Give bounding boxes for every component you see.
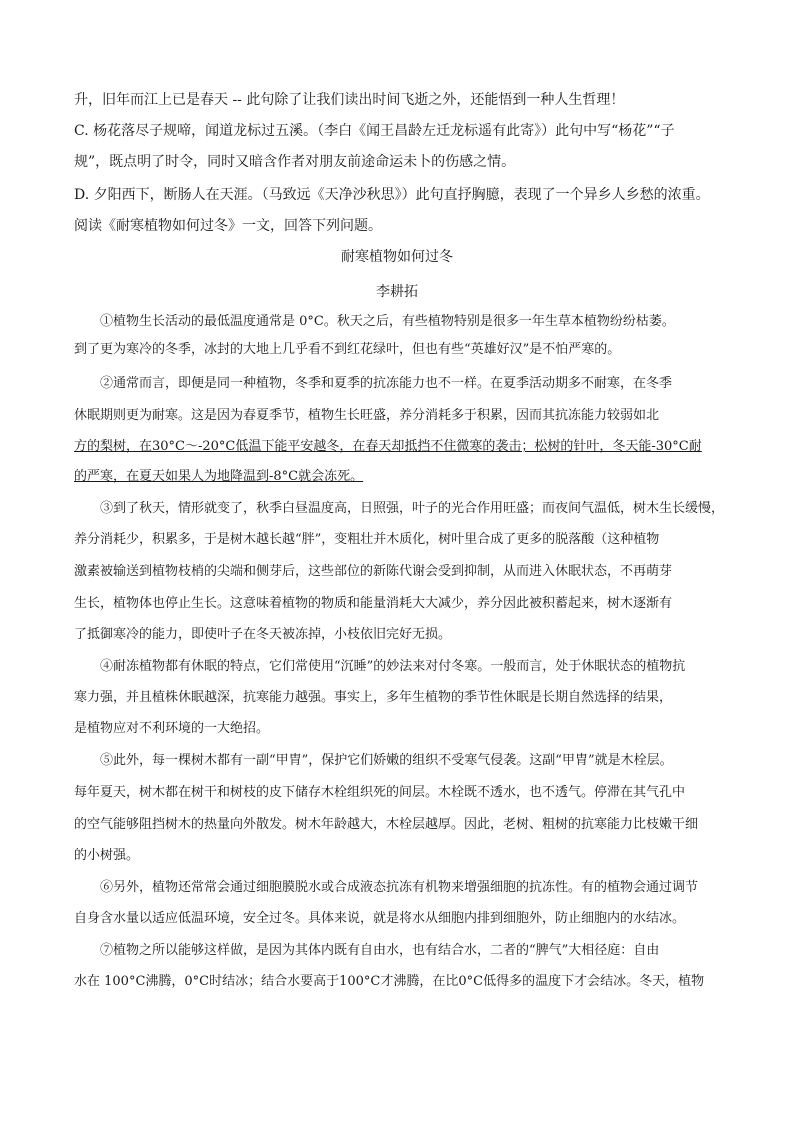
article-line: ⑥另外，植物还常常会通过细胞膜脱水或合成液态抗冻有机物来增强细胞的抗冻性。有的植物会通过调节 — [100, 880, 699, 895]
article-line: ⑦植物之所以能够这样做，是因为其体内既有自由水，也有结合水，二者的“脾气”大相径庭：自由 — [100, 943, 660, 958]
intro-line-4: D. 夕阳西下，断肠人在天涯。（马致远《天净沙秋思》）此句直抒胸臆，表现了一个异乡人乡愁的浓重。 — [74, 187, 710, 203]
article-title: 耐寒植物如何过冬 — [341, 249, 453, 265]
article-line: 养分消耗少，积累多，于是树木越长越“胖”，变粗壮并木质化，树叶里合成了更多的脱落酸（这种植物 — [74, 532, 660, 547]
article-author: 李耕拓 — [376, 284, 418, 300]
article-line: 自身含水量以适应低温环境，安全过冬。具体来说，就是将水从细胞内排到细胞外，防止细胞内的水结冰。 — [74, 911, 686, 926]
article-line: 寒力强，并且植株休眠越深，抗寒能力越强。事实上，多年生植物的季节性休眠是长期自然选择的结果， — [74, 690, 673, 705]
article-line: 的空气能够阻挡树木的热量向外散发。树木年龄越大，木栓层越厚。因此，老树、粗树的抗寒能力比枝嫩干细 — [74, 817, 699, 832]
article-line: ④耐冻植物都有休眠的特点，它们常使用“沉睡”的妙法来对付冬寒。一般而言，处于休眠状态的植物抗 — [100, 659, 686, 674]
article-line: ②通常而言，即便是同一种植物，冬季和夏季的抗冻能力也不一样。在夏季活动期多不耐寒，在冬季 — [100, 376, 673, 391]
article-line: 水在 100°C沸腾，0°C时结冰；结合水要高于100°C才沸腾，在比0°C低得多的温度下才会结冰。冬天，植物 — [74, 974, 705, 989]
article-line: 的严寒，在夏天如果人为地降温到-8°C就会冻死。 — [74, 469, 364, 484]
intro-line-5: 阅读《耐寒植物如何过冬》一文，回答下列问题。 — [74, 218, 382, 234]
article-line: 是植物应对不利环境的一大绝招。 — [74, 721, 270, 736]
article-line: 激素被输送到植物枝梢的尖端和侧芽后，这些部位的新陈代谢会受到抑制，从而进入休眠状态，不再萌芽 — [74, 564, 673, 579]
article-line: ③到了秋天，情形就变了，秋季白昼温度高，日照强，叶子的光合作用旺盛；而夜间气温低，树木生长缓慢， — [100, 501, 725, 516]
article-line: 方的梨树，在30°C～-20°C低温下能平安越冬，在春天却抵挡不住微寒的袭击；松树的针叶，冬天能-30°C耐 — [74, 439, 702, 454]
intro-line-3: 规”，既点明了时令，同时又暗含作者对朋友前途命运未卜的伤感之情。 — [74, 154, 516, 170]
article-line: 休眠期则更为耐寒。这是因为春夏季节，植物生长旺盛，养分消耗多于积累，因而其抗冻能力较弱如北 — [74, 408, 660, 423]
article-line: ①植物生长活动的最低温度通常是 0°C。秋天之后，有些植物特别是很多一年生草本植物纷纷枯萎。 — [100, 314, 675, 329]
article-line: 的小树强。 — [74, 848, 140, 863]
article-line: 到了更为寒冷的冬季，冰封的大地上几乎看不到红花绿叶，但也有些“英雄好汉”是不怕严寒的。 — [74, 342, 621, 357]
intro-line-1: 升，旧年而江上已是春天 -- 此句除了让我们读出时间飞逝之外，还能悟到一种人生哲理！ — [74, 92, 625, 108]
article-line: 了抵御寒冷的能力，即使叶子在冬天被冻掉，小枝依旧完好无损。 — [74, 627, 452, 642]
article-line: 生长，植物体也停止生长。这意味着植物的物质和能量消耗大大减少，养分因此被积蓄起来，树木逐渐有 — [74, 596, 673, 611]
article-line: 每年夏天，树木都在树干和树枝的皮下储存木栓组织死的间层。木栓既不透水，也不透气。停滞在其气孔中 — [74, 785, 686, 800]
article-line: ⑤此外，每一棵树木都有一副“甲胄”，保护它们娇嫩的组织不受寒气侵袭。这副“甲胄”就是木栓层。 — [100, 753, 673, 768]
intro-line-2: C. 杨花落尽子规啼，闻道龙标过五溪。（李白《闻王昌龄左迁龙标遥有此寄》）此句中写“杨花”“子 — [74, 123, 675, 139]
